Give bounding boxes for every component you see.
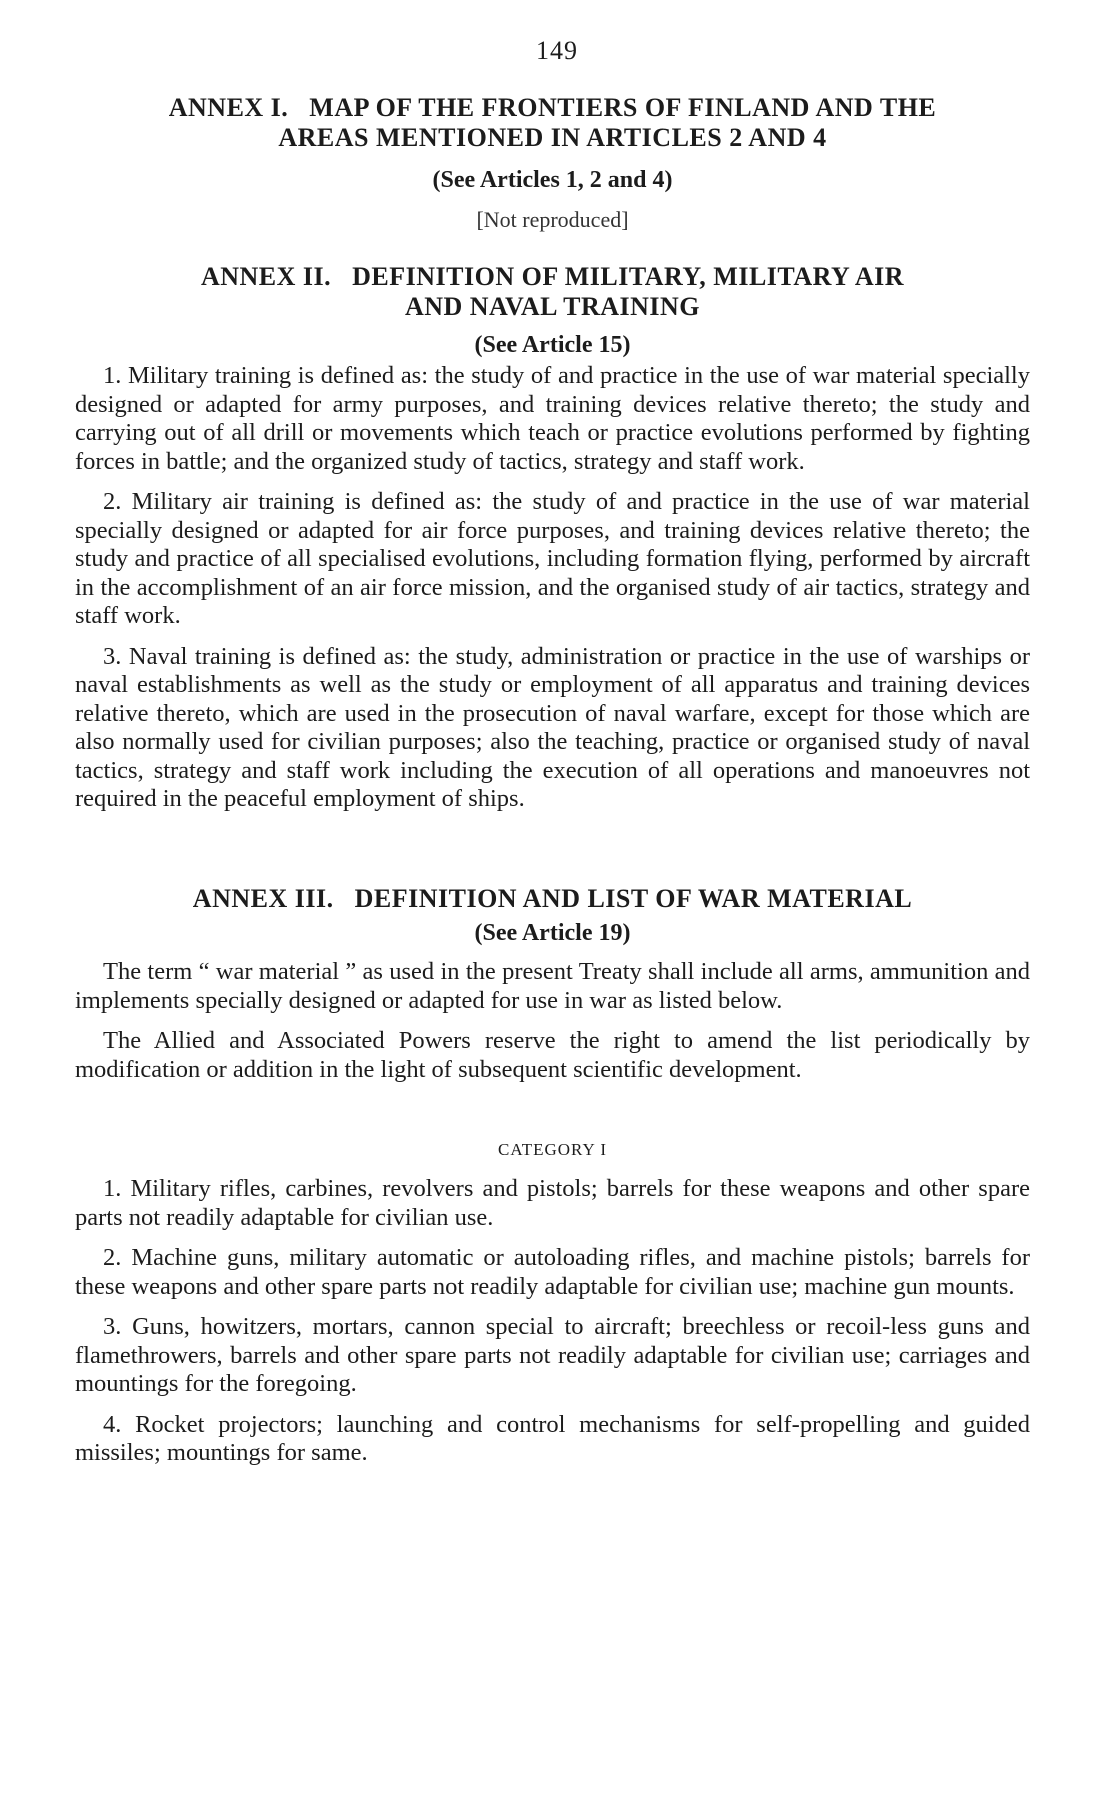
category-label — [75, 1138, 1030, 1162]
annex-3-intro-paragraph: The term “ war material ” as used in the present Treaty shall include all arms, ammunition and implements specially designed or adapted for use in war as listed below. — [75, 958, 1030, 1014]
annex-1-heading — [75, 93, 1030, 153]
annex-2-paragraphs — [75, 362, 1030, 814]
category-i-item: 4. Rocket projectors; launching and control mechanisms for self-propelling and guided missiles; mountings for same. — [75, 1410, 1030, 1466]
category-i-label: CATEGORY I — [497, 1140, 607, 1159]
annex-2-heading-line1: ANNEX II. DEFINITION OF MILITARY, MILITARY AIR — [200, 262, 905, 291]
annex-1-heading-line2: AREAS MENTIONED IN ARTICLES 2 AND 4 — [278, 123, 827, 152]
annex-2-section — [75, 262, 1030, 360]
annex-1-heading-line1: ANNEX I. MAP OF THE FRONTIERS OF FINLAND AND THE — [168, 93, 937, 122]
category-i-item: 3. Guns, howitzers, mortars, cannon special to aircraft; breechless or recoil-less guns and flamethrowers, barrels and other spare parts not readily adaptable for civilian use; carriages and mountings for the foregoing. — [75, 1313, 1030, 1397]
annex-3-intro-paragraph: The Allied and Associated Powers reserve the right to amend the list periodically by modification or addition in the light of subsequent scientific development. — [75, 1027, 1030, 1083]
annex-2-heading-line2: AND NAVAL TRAINING — [404, 292, 701, 321]
annex-1-note: [Not reproduced] — [476, 207, 629, 232]
page-number: 149 — [536, 36, 578, 65]
annex-2-heading — [75, 262, 1030, 322]
annex-3-section — [75, 884, 1030, 948]
annex-3-intro — [75, 958, 1030, 1084]
annex-1-subheading: (See Articles 1, 2 and 4) — [432, 167, 673, 193]
annex-2-paragraph: 2. Military air training is defined as: the study of and practice in the use of war material specially designed or adapted for air force purposes, and training devices relative thereto; the study and practice of all specialised evolutions, including formation flying, performed by aircraft in the accomplishment of an air force mission, and the organised study of air tactics, strategy and staff work. — [75, 488, 1030, 629]
annex-2-paragraph: 3. Naval training is defined as: the study, administration or practice in the use of warships or naval establishments as well as the study or employment of all apparatus and training devices relative thereto, which are used in the prosecution of naval warfare, except for those which are also normally used for civilian purposes; also the teaching, practice or organised study of naval tactics, strategy and staff work including the execution of all operations and manoeuvres not required in the peaceful employment of ships. — [75, 642, 1030, 812]
annex-3-heading-line1: ANNEX III. DEFINITION AND LIST OF WAR MATERIAL — [192, 884, 913, 913]
category-i-list — [75, 1175, 1030, 1468]
annex-2-paragraph: 1. Military training is defined as: the study of and practice in the use of war material specially designed or adapted for army purposes, and training devices relative thereto; the study and carrying out of all drill or movements which teach or practice evolutions performed by fighting forces in battle; and the organized study of tactics, strategy and staff work. — [75, 362, 1030, 475]
annex-1-section — [75, 93, 1030, 235]
category-i-item: 1. Military rifles, carbines, revolvers and pistols; barrels for these weapons and other spare parts not readily adaptable for civilian use. — [75, 1175, 1030, 1231]
annex-2-subheading: (See Article 15) — [474, 332, 631, 358]
category-i-item: 2. Machine guns, military automatic or autoloading rifles, and machine pistols; barrels for these weapons and other spare parts not readily adaptable for civilian use; machine gun mounts. — [75, 1244, 1030, 1300]
annex-3-subheading: (See Article 19) — [474, 920, 631, 946]
annex-3-heading — [75, 884, 1030, 914]
